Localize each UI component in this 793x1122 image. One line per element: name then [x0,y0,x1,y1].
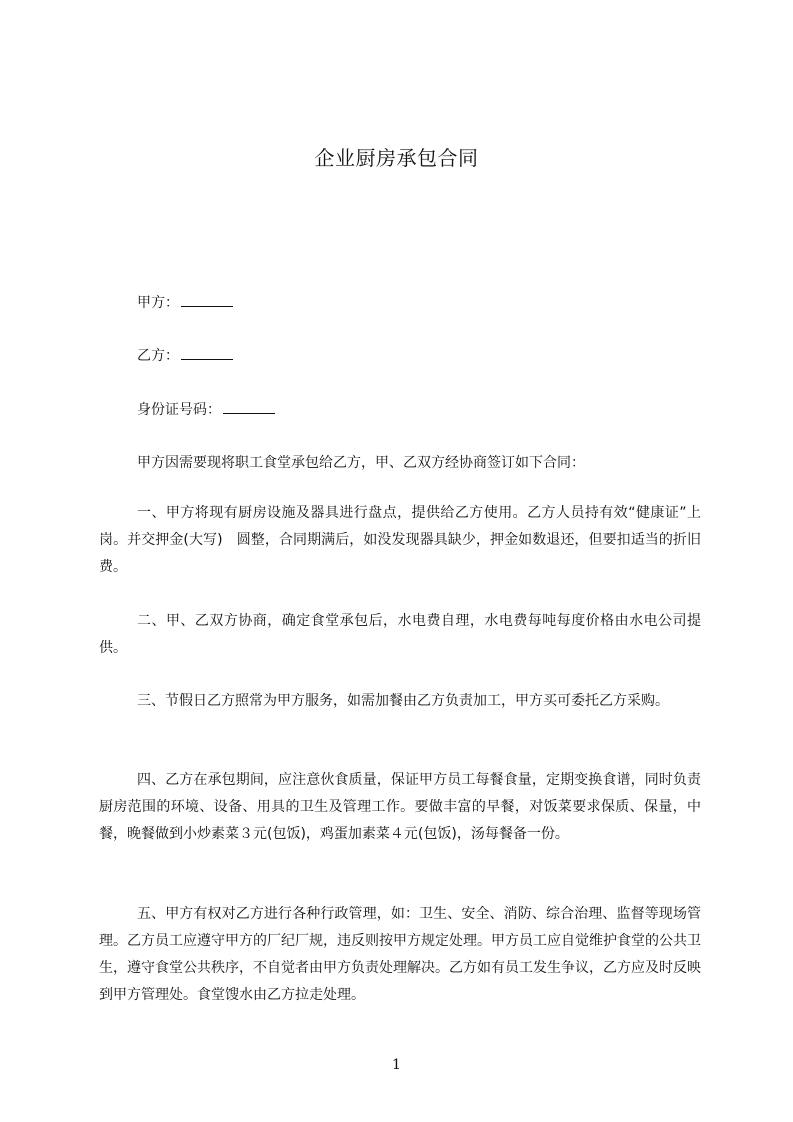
id-number-blank-line [223,401,275,414]
party-b-label: 乙方： [137,348,179,364]
id-number-field [137,399,275,419]
id-number-label: 身份证号码： [137,402,221,418]
party-b-field [137,345,233,365]
page-number: 1 [392,1057,401,1073]
preamble-paragraph: 甲方因需要现将职工食堂承包给乙方，甲、乙双方经协商签订如下合同： [137,455,585,471]
party-a-label: 甲方： [137,295,179,311]
clause-4: 四、乙方在承包期间，应注意伙食质量，保证甲方员工每餐食量，定期变换食谱，同时负责厨房范围的环境、设备、用具的卫生及管理工作。要做丰富的早餐，对饭菜要求保质、保量，中餐，晚餐做到小炒素菜３元(包饭)，鸡蛋加素菜４元(包饭)，汤每餐备一份。 [99,772,701,842]
clause-1: 一、甲方将现有厨房设施及器具进行盘点，提供给乙方使用。乙方人员持有效“健康证”上岗。并交押金(大写) 圆整，合同期满后，如没发现器具缺少，押金如数退还，但要扣适当的折旧费。 [99,505,701,575]
party-b-blank-line [181,347,233,360]
party-a-field [137,292,233,312]
clause-2: 二、甲、乙双方协商，确定食堂承包后，水电费自理，水电费每吨每度价格由水电公司提供。 [99,613,701,656]
document-title: 企业厨房承包合同 [314,146,479,170]
clause-5: 五、甲方有权对乙方进行各种行政管理，如：卫生、安全、消防、综合治理、监督等现场管理。乙方员工应遵守甲方的厂纪厂规，违反则按甲方规定处理。甲方员工应自觉维护食堂的公共卫生，遵守食堂公共秩序，不自觉者由甲方负责处理解决。乙方如有员工发生争议，乙方应及时反映到甲方管理处。食堂馊水由乙方拉走处理。 [99,906,701,1003]
party-a-blank-line [181,294,233,307]
clause-3: 三、节假日乙方照常为甲方服务，如需加餐由乙方负责加工，甲方买可委托乙方采购。 [137,693,669,709]
